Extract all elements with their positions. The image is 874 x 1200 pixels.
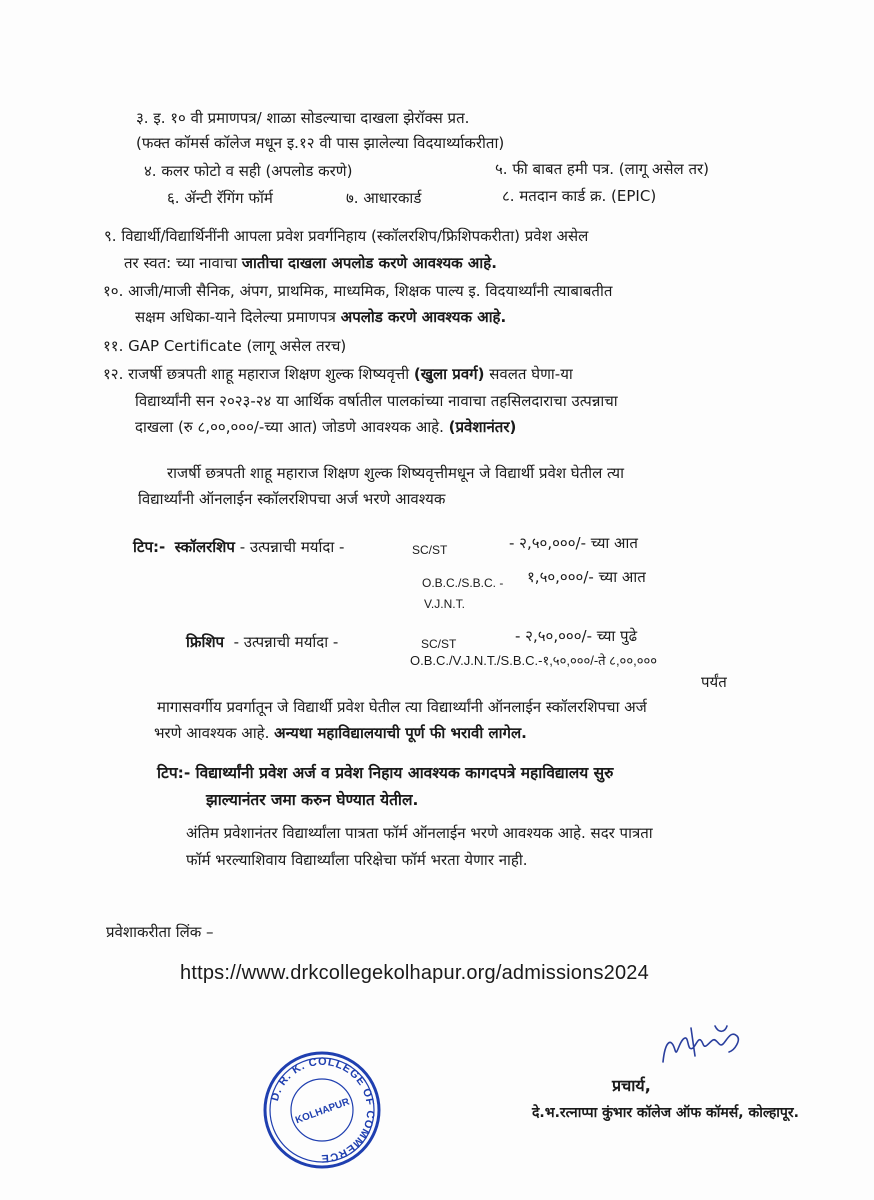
backward-para-text: भरणे आवश्यक आहे. (154, 724, 275, 742)
tip2-line1: टिप:- विद्यार्थ्यांनी प्रवेश अर्ज व प्रवेश निहाय आवश्यक कागदपत्रे महाविद्यालय सुरु (157, 764, 614, 782)
item-3-note: (फक्त कॉमर्स कॉलेज मधून इ.१२ वी पास झालेल्या विदयार्थ्याकरीता) (136, 134, 505, 152)
item-12-after-admission: (प्रवेशानंतर) (448, 418, 517, 436)
scholarship-label: स्कॉलरशिप (174, 538, 235, 556)
scholarship-sc-st-amount: - २,५०,०००/- च्या आत (509, 534, 638, 552)
scholarship-obc-sbc: O.B.C./S.B.C. - (422, 576, 504, 590)
freeship-income-limit: - उत्पन्नाची मर्यादा - (233, 633, 339, 651)
item-9-line1: ९. विद्यार्थी/विद्यार्थिनींनी आपला प्रवेश प्रवर्गनिहाय (स्कॉलरशिप/फ्रिशिपकरीता) प्रवेश असेल (104, 227, 589, 245)
item-6: ६. ॲन्टी रॅगिंग फॉर्म (167, 189, 273, 207)
tip-label: टिप:- (133, 538, 166, 556)
income-limit-label: - उत्पन्नाची मर्यादा - (239, 538, 345, 556)
item-12-line3 (135, 417, 516, 437)
freeship-label: फ्रिशिप (186, 633, 225, 651)
principal-title: प्रचार्य, (612, 1076, 651, 1095)
item-12-line1 (103, 364, 573, 384)
scholarship-para-line2: विद्यार्थ्यांनी ऑनलाईन स्कॉलरशिपचा अर्ज भरणे आवश्यक (138, 490, 446, 508)
college-seal (262, 1050, 382, 1170)
tip2-line2: झाल्यानंतर जमा करुन घेण्यात येतील. (206, 791, 419, 809)
item-11: ११. GAP Certificate (लागू असेल तरच) (103, 337, 347, 355)
freeship-sc-st-amount: - २,५०,०००/- च्या पुढे (515, 627, 638, 645)
freeship-obc-line: O.B.C./V.J.N.T./S.B.C.-१,५०,०००/-ते ८,००,००० (410, 653, 657, 668)
item-10-line2 (135, 307, 506, 327)
principal-signature (655, 1022, 755, 1070)
item-10-line1: १०. आजी/माजी सैनिक, अंपग, प्राथमिक, माध्यमिक, शिक्षक पाल्य इ. विदयार्थ्यांनी त्याबाबतीत (103, 282, 613, 300)
item-5: ५. फी बाबत हमी पत्र. (लागू असेल तर) (495, 160, 710, 178)
seal-inner-text: KOLHAPUR (294, 1096, 352, 1127)
eligibility-line1: अंतिम प्रवेशानंतर विद्यार्थ्यांला पात्रता फॉर्म ऑनलाईन भरणे आवश्यक आहे. सदर पात्रता (186, 824, 653, 842)
scholarship-vjnt: V.J.N.T. (424, 597, 465, 611)
item-12-text-3: दाखला (रु ८,००,०००/-च्या आत) जोडणे आवश्यक आहे. (135, 418, 449, 436)
eligibility-line2: फॉर्म भरल्याशिवाय विद्यार्थ्यांला परिक्षेचा फॉर्म भरता येणार नाही. (186, 851, 528, 869)
item-12-line2: विद्यार्थ्यांनी सन २०२३-२४ या आर्थिक वर्षातील पालकांच्या नावाचा तहसिलदाराचा उत्पन्नाचा (135, 392, 618, 410)
item-3: ३. इ. १० वी प्रमाणपत्र/ शाळा सोडल्याचा दाखला झेरॉक्स प्रत. (136, 109, 470, 127)
item-8: ८. मतदान कार्ड क्र. (EPIC) (502, 187, 657, 205)
item-9-line2 (124, 253, 497, 273)
seal-outer-text: D. R. K. COLLEGE OF COMMERCE (268, 1055, 377, 1165)
scholarship-para-line1: राजर्षी छत्रपती शाहू महाराज शिक्षण शुल्क शिष्यवृत्तीमधून जे विद्यार्थी प्रवेश घेतील त्या (167, 464, 624, 482)
item-12-text-end: सवलत घेणा-या (484, 365, 573, 383)
item-12-text: १२. राजर्षी छत्रपती शाहू महाराज शिक्षण शुल्क शिष्यवृत्ती (103, 365, 414, 383)
principal-college: दे.भ.रत्नाप्पा कुंभार कॉलेज ऑफ कॉमर्स, कोल्हापूर. (532, 1105, 799, 1121)
item-10-text: सक्षम अधिका-याने दिलेल्या प्रमाणपत्र (135, 308, 341, 326)
scholarship-sc-st: SC/ST (412, 543, 448, 557)
freeship-sc-st: SC/ST (421, 637, 457, 651)
item-12-emphasis: (खुला प्रवर्ग) (413, 365, 485, 383)
backward-para-line2 (154, 723, 527, 743)
backward-para-line1: मागासवर्गीय प्रवर्गातून जे विद्यार्थी प्रवेश घेतील त्या विद्यार्थ्यांनी ऑनलाईन स्कॉलरशिपचा अर्ज (157, 698, 647, 716)
freeship-row (186, 632, 338, 652)
item-10-emphasis: अपलोड करणे आवश्यक आहे. (340, 308, 507, 326)
scholarship-obc-amount: १,५०,०००/- च्या आत (527, 568, 646, 586)
item-4: ४. कलर फोटो व सही (अपलोड करणे) (144, 162, 353, 180)
admission-link[interactable]: https://www.drkcollegekolhapur.org/admissions2024 (180, 962, 649, 984)
full-fee-warning: अन्यथा महाविद्यालयाची पूर्ण फी भरावी लागेल. (274, 724, 527, 742)
item-9-text: तर स्वत: च्या नावाचा (124, 254, 242, 272)
item-7: ७. आधारकार्ड (346, 189, 422, 207)
admission-link-label: प्रवेशाकरीता लिंक – (106, 923, 214, 941)
freeship-till: पर्यंत (701, 673, 727, 691)
tip-scholarship-row (133, 537, 344, 557)
item-9-emphasis: जातीचा दाखला अपलोड करणे आवश्यक आहे. (241, 254, 497, 272)
